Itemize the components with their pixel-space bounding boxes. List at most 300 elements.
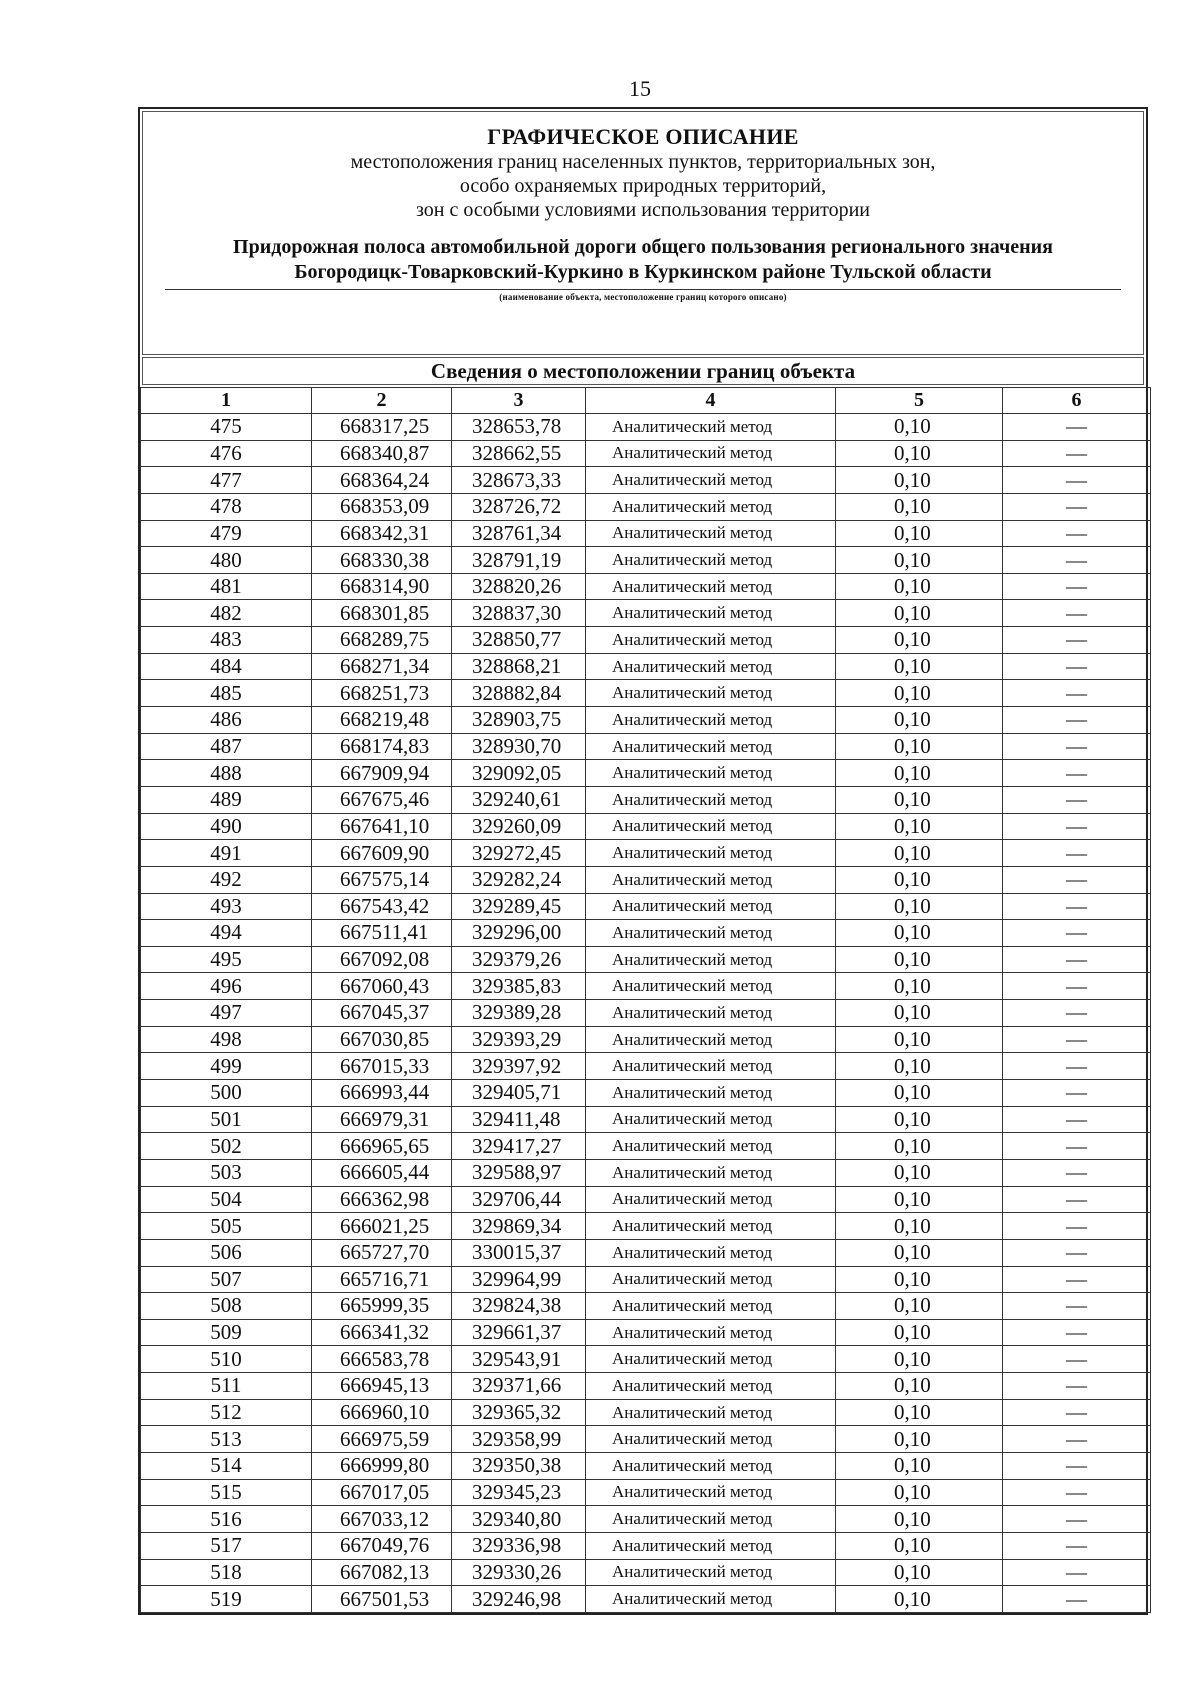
point-number-cell: 485 [141,680,312,707]
coordinate-y-cell: 329393,29 [452,1026,586,1053]
document-subtitle [143,150,1143,222]
description-cell: — [1003,1399,1151,1426]
precision-cell: 0,10 [836,1239,1003,1266]
coordinate-y-cell: 329092,05 [452,760,586,787]
description-cell: — [1003,1266,1151,1293]
coordinate-y-cell: 328930,70 [452,733,586,760]
method-cell: Аналитический метод [586,786,836,813]
table-row [141,467,1151,494]
coordinate-y-cell: 329417,27 [452,1133,586,1160]
coordinate-y-cell: 329869,34 [452,1213,586,1240]
point-number-cell: 496 [141,973,312,1000]
coordinate-x-cell: 667082,13 [312,1559,452,1586]
point-number-cell: 487 [141,733,312,760]
table-row [141,973,1151,1000]
coordinate-y-cell: 328653,78 [452,414,586,441]
point-number-cell: 507 [141,1266,312,1293]
coordinate-y-cell: 328868,21 [452,653,586,680]
coordinate-x-cell: 667511,41 [312,920,452,947]
point-number-cell: 519 [141,1586,312,1613]
page-number: 15 [629,76,651,101]
point-number-cell: 505 [141,1213,312,1240]
coordinate-x-cell: 667909,94 [312,760,452,787]
table-row [141,707,1151,734]
point-number-cell: 497 [141,1000,312,1027]
coordinate-y-cell: 329240,61 [452,786,586,813]
coordinate-y-cell: 329385,83 [452,973,586,1000]
precision-cell: 0,10 [836,973,1003,1000]
coordinate-y-cell: 329964,99 [452,1266,586,1293]
coordinate-x-cell: 666979,31 [312,1106,452,1133]
coordinate-x-cell: 667045,37 [312,1000,452,1027]
coordinate-x-cell: 666975,59 [312,1426,452,1453]
method-cell: Аналитический метод [586,1106,836,1133]
section-title: Сведения о местоположении границ объекта [142,357,1144,385]
coordinate-x-cell: 666341,32 [312,1319,452,1346]
table-row [141,1452,1151,1479]
point-number-cell: 478 [141,493,312,520]
description-cell: — [1003,493,1151,520]
header-box [142,111,1144,355]
coordinate-y-cell: 329397,92 [452,1053,586,1080]
table-row [141,1106,1151,1133]
description-cell: — [1003,520,1151,547]
precision-cell: 0,10 [836,520,1003,547]
method-cell: Аналитический метод [586,733,836,760]
point-number-cell: 489 [141,786,312,813]
method-cell: Аналитический метод [586,1266,836,1293]
table-row [141,1026,1151,1053]
coordinate-y-cell: 330015,37 [452,1239,586,1266]
precision-cell: 0,10 [836,1266,1003,1293]
precision-cell: 0,10 [836,1506,1003,1533]
table-row [141,1000,1151,1027]
precision-cell: 0,10 [836,707,1003,734]
coordinate-y-cell: 329824,38 [452,1293,586,1320]
coordinate-x-cell: 667609,90 [312,840,452,867]
table-row [141,1586,1151,1613]
coordinate-x-cell: 667015,33 [312,1053,452,1080]
precision-cell: 0,10 [836,1559,1003,1586]
coordinate-x-cell: 666999,80 [312,1452,452,1479]
precision-cell: 0,10 [836,1159,1003,1186]
description-cell: — [1003,1346,1151,1373]
precision-cell: 0,10 [836,1186,1003,1213]
method-cell: Аналитический метод [586,1026,836,1053]
coordinate-y-cell: 328791,19 [452,547,586,574]
description-cell: — [1003,1452,1151,1479]
coordinate-y-cell: 328882,84 [452,680,586,707]
description-cell: — [1003,1426,1151,1453]
coordinate-y-cell: 328903,75 [452,707,586,734]
table-row [141,1506,1151,1533]
coordinate-y-cell: 329340,80 [452,1506,586,1533]
precision-cell: 0,10 [836,1133,1003,1160]
description-cell: — [1003,467,1151,494]
table-row [141,1186,1151,1213]
precision-cell: 0,10 [836,1586,1003,1613]
table-row [141,1479,1151,1506]
object-name [143,235,1143,285]
description-cell: — [1003,786,1151,813]
point-number-cell: 495 [141,946,312,973]
precision-cell: 0,10 [836,627,1003,654]
method-cell: Аналитический метод [586,1159,836,1186]
point-number-cell: 475 [141,414,312,441]
coordinate-x-cell: 668271,34 [312,653,452,680]
table-row [141,813,1151,840]
description-cell: — [1003,1026,1151,1053]
coordinate-x-cell: 666362,98 [312,1186,452,1213]
method-cell: Аналитический метод [586,1559,836,1586]
column-header: 6 [1003,388,1151,414]
point-number-cell: 492 [141,866,312,893]
method-cell: Аналитический метод [586,840,836,867]
point-number-cell: 483 [141,627,312,654]
object-name-caption: (наименование объекта, местоположение границ которого описано) [165,289,1121,302]
coordinate-x-cell: 668289,75 [312,627,452,654]
point-number-cell: 493 [141,893,312,920]
description-cell: — [1003,1506,1151,1533]
method-cell: Аналитический метод [586,1373,836,1400]
description-cell: — [1003,1586,1151,1613]
coordinate-x-cell: 668353,09 [312,493,452,520]
description-cell: — [1003,813,1151,840]
coordinate-y-cell: 329336,98 [452,1532,586,1559]
method-cell: Аналитический метод [586,1452,836,1479]
object-name-line: Придорожная полоса автомобильной дороги общего пользования регионального значения [233,236,1053,258]
coordinate-y-cell: 329272,45 [452,840,586,867]
precision-cell: 0,10 [836,760,1003,787]
description-cell: — [1003,600,1151,627]
point-number-cell: 502 [141,1133,312,1160]
description-cell: — [1003,1186,1151,1213]
subtitle-line: зон с особыми условиями использования территории [415,199,871,221]
precision-cell: 0,10 [836,1053,1003,1080]
coordinate-x-cell: 667033,12 [312,1506,452,1533]
description-cell: — [1003,1319,1151,1346]
method-cell: Аналитический метод [586,1319,836,1346]
table-row [141,946,1151,973]
table-row [141,1266,1151,1293]
coordinate-y-cell: 329365,32 [452,1399,586,1426]
description-cell: — [1003,627,1151,654]
coordinate-y-cell: 329371,66 [452,1373,586,1400]
object-name-line: Богородицк-Товарковский-Куркино в Куркинском районе Тульской области [294,261,992,283]
table-row [141,1159,1151,1186]
method-cell: Аналитический метод [586,1000,836,1027]
precision-cell: 0,10 [836,600,1003,627]
column-header: 5 [836,388,1003,414]
precision-cell: 0,10 [836,1346,1003,1373]
document-title: ГРАФИЧЕСКОЕ ОПИСАНИЕ [487,124,799,149]
precision-cell: 0,10 [836,866,1003,893]
coordinate-x-cell: 666945,13 [312,1373,452,1400]
method-cell: Аналитический метод [586,866,836,893]
point-number-cell: 481 [141,573,312,600]
table-row [141,1319,1151,1346]
coordinate-y-cell: 329411,48 [452,1106,586,1133]
table-row [141,573,1151,600]
method-cell: Аналитический метод [586,1080,836,1107]
method-cell: Аналитический метод [586,1239,836,1266]
description-cell: — [1003,1133,1151,1160]
point-number-cell: 499 [141,1053,312,1080]
coordinate-x-cell: 667575,14 [312,866,452,893]
point-number-cell: 504 [141,1186,312,1213]
coordinate-x-cell: 667049,76 [312,1532,452,1559]
coordinate-y-cell: 328837,30 [452,600,586,627]
coordinate-x-cell: 668301,85 [312,600,452,627]
precision-cell: 0,10 [836,1106,1003,1133]
table-row [141,1399,1151,1426]
coordinate-x-cell: 667543,42 [312,893,452,920]
table-row [141,1053,1151,1080]
point-number-cell: 517 [141,1532,312,1559]
description-cell: — [1003,893,1151,920]
precision-cell: 0,10 [836,1426,1003,1453]
description-cell: — [1003,1053,1151,1080]
precision-cell: 0,10 [836,946,1003,973]
coordinate-x-cell: 668251,73 [312,680,452,707]
table-row [141,1346,1151,1373]
description-cell: — [1003,733,1151,760]
coordinate-y-cell: 329345,23 [452,1479,586,1506]
precision-cell: 0,10 [836,1532,1003,1559]
table-row [141,1133,1151,1160]
coordinate-x-cell: 668317,25 [312,414,452,441]
point-number-cell: 486 [141,707,312,734]
point-number-cell: 506 [141,1239,312,1266]
coordinate-x-cell: 668330,38 [312,547,452,574]
point-number-cell: 491 [141,840,312,867]
coordinate-y-cell: 329330,26 [452,1559,586,1586]
precision-cell: 0,10 [836,653,1003,680]
method-cell: Аналитический метод [586,573,836,600]
coordinate-x-cell: 667501,53 [312,1586,452,1613]
coordinate-x-cell: 666965,65 [312,1133,452,1160]
method-cell: Аналитический метод [586,467,836,494]
coordinate-y-cell: 329260,09 [452,813,586,840]
table-row [141,547,1151,574]
point-number-cell: 513 [141,1426,312,1453]
table-row [141,1239,1151,1266]
coordinate-x-cell: 667030,85 [312,1026,452,1053]
coordinate-x-cell: 668364,24 [312,467,452,494]
description-cell: — [1003,840,1151,867]
coordinate-x-cell: 667675,46 [312,786,452,813]
method-cell: Аналитический метод [586,1479,836,1506]
point-number-cell: 503 [141,1159,312,1186]
coordinate-x-cell: 667641,10 [312,813,452,840]
table-row [141,1559,1151,1586]
method-cell: Аналитический метод [586,627,836,654]
description-cell: — [1003,1080,1151,1107]
coordinate-y-cell: 329706,44 [452,1186,586,1213]
point-number-cell: 477 [141,467,312,494]
coordinate-y-cell: 329389,28 [452,1000,586,1027]
coordinate-x-cell: 668314,90 [312,573,452,600]
method-cell: Аналитический метод [586,920,836,947]
description-cell: — [1003,440,1151,467]
method-cell: Аналитический метод [586,653,836,680]
coordinate-y-cell: 328820,26 [452,573,586,600]
description-cell: — [1003,653,1151,680]
description-cell: — [1003,1239,1151,1266]
precision-cell: 0,10 [836,440,1003,467]
description-cell: — [1003,1479,1151,1506]
coordinate-y-cell: 329289,45 [452,893,586,920]
coordinate-y-cell: 328726,72 [452,493,586,520]
precision-cell: 0,10 [836,1479,1003,1506]
coordinate-y-cell: 329661,37 [452,1319,586,1346]
precision-cell: 0,10 [836,1080,1003,1107]
method-cell: Аналитический метод [586,813,836,840]
method-cell: Аналитический метод [586,1293,836,1320]
coordinate-x-cell: 665716,71 [312,1266,452,1293]
description-cell: — [1003,414,1151,441]
method-cell: Аналитический метод [586,1346,836,1373]
description-cell: — [1003,946,1151,973]
method-cell: Аналитический метод [586,1053,836,1080]
table-row [141,1532,1151,1559]
description-cell: — [1003,1106,1151,1133]
point-number-cell: 516 [141,1506,312,1533]
coordinate-x-cell: 665999,35 [312,1293,452,1320]
precision-cell: 0,10 [836,786,1003,813]
point-number-cell: 490 [141,813,312,840]
precision-cell: 0,10 [836,1319,1003,1346]
coordinate-y-cell: 329405,71 [452,1080,586,1107]
coordinate-y-cell: 328673,33 [452,467,586,494]
point-number-cell: 476 [141,440,312,467]
precision-cell: 0,10 [836,680,1003,707]
point-number-cell: 514 [141,1452,312,1479]
point-number-cell: 510 [141,1346,312,1373]
description-cell: — [1003,1159,1151,1186]
precision-cell: 0,10 [836,813,1003,840]
method-cell: Аналитический метод [586,1133,836,1160]
coordinate-x-cell: 666993,44 [312,1080,452,1107]
column-header: 2 [312,388,452,414]
point-number-cell: 479 [141,520,312,547]
precision-cell: 0,10 [836,547,1003,574]
method-cell: Аналитический метод [586,760,836,787]
table-row [141,1373,1151,1400]
table-row [141,893,1151,920]
coordinate-x-cell: 668219,48 [312,707,452,734]
table-row [141,627,1151,654]
subtitle-line: особо охраняемых природных территорий, [459,175,827,197]
method-cell: Аналитический метод [586,547,836,574]
table-row [141,1293,1151,1320]
table-row [141,866,1151,893]
description-cell: — [1003,680,1151,707]
description-cell: — [1003,1559,1151,1586]
description-cell: — [1003,1532,1151,1559]
coordinate-x-cell: 667060,43 [312,973,452,1000]
point-number-cell: 518 [141,1559,312,1586]
table-row [141,414,1151,441]
description-cell: — [1003,760,1151,787]
description-cell: — [1003,1373,1151,1400]
precision-cell: 0,10 [836,493,1003,520]
table-row [141,1213,1151,1240]
table-row [141,520,1151,547]
coordinate-y-cell: 329543,91 [452,1346,586,1373]
point-number-cell: 484 [141,653,312,680]
method-cell: Аналитический метод [586,414,836,441]
coordinate-y-cell: 328850,77 [452,627,586,654]
point-number-cell: 482 [141,600,312,627]
description-cell: — [1003,573,1151,600]
table-row [141,733,1151,760]
precision-cell: 0,10 [836,1452,1003,1479]
coordinate-y-cell: 329379,26 [452,946,586,973]
method-cell: Аналитический метод [586,973,836,1000]
coordinate-y-cell: 329296,00 [452,920,586,947]
precision-cell: 0,10 [836,1399,1003,1426]
description-cell: — [1003,973,1151,1000]
precision-cell: 0,10 [836,733,1003,760]
precision-cell: 0,10 [836,1373,1003,1400]
table-row [141,920,1151,947]
table-row [141,440,1151,467]
coordinate-y-cell: 329358,99 [452,1426,586,1453]
table-row [141,680,1151,707]
coordinate-y-cell: 329350,38 [452,1452,586,1479]
table-row [141,600,1151,627]
precision-cell: 0,10 [836,573,1003,600]
coordinate-x-cell: 666583,78 [312,1346,452,1373]
description-cell: — [1003,547,1151,574]
coordinate-y-cell: 328662,55 [452,440,586,467]
method-cell: Аналитический метод [586,1532,836,1559]
point-number-cell: 509 [141,1319,312,1346]
precision-cell: 0,10 [836,1293,1003,1320]
coordinate-y-cell: 329282,24 [452,866,586,893]
table-row [141,786,1151,813]
description-cell: — [1003,707,1151,734]
coordinate-x-cell: 667092,08 [312,946,452,973]
point-number-cell: 494 [141,920,312,947]
subtitle-line: местоположения границ населенных пунктов, территориальных зон, [350,151,936,173]
coordinate-x-cell: 665727,70 [312,1239,452,1266]
precision-cell: 0,10 [836,1213,1003,1240]
method-cell: Аналитический метод [586,1586,836,1613]
precision-cell: 0,10 [836,840,1003,867]
coordinate-x-cell: 666021,25 [312,1213,452,1240]
method-cell: Аналитический метод [586,680,836,707]
table-row [141,760,1151,787]
table-row [141,493,1151,520]
column-header: 1 [141,388,312,414]
point-number-cell: 508 [141,1293,312,1320]
point-number-cell: 498 [141,1026,312,1053]
method-cell: Аналитический метод [586,600,836,627]
document-frame [138,107,1148,1615]
coordinate-x-cell: 666960,10 [312,1399,452,1426]
description-cell: — [1003,1000,1151,1027]
table-header-row [141,388,1151,414]
point-number-cell: 488 [141,760,312,787]
coordinate-y-cell: 329588,97 [452,1159,586,1186]
method-cell: Аналитический метод [586,893,836,920]
table-row [141,1426,1151,1453]
precision-cell: 0,10 [836,1026,1003,1053]
precision-cell: 0,10 [836,920,1003,947]
method-cell: Аналитический метод [586,1399,836,1426]
